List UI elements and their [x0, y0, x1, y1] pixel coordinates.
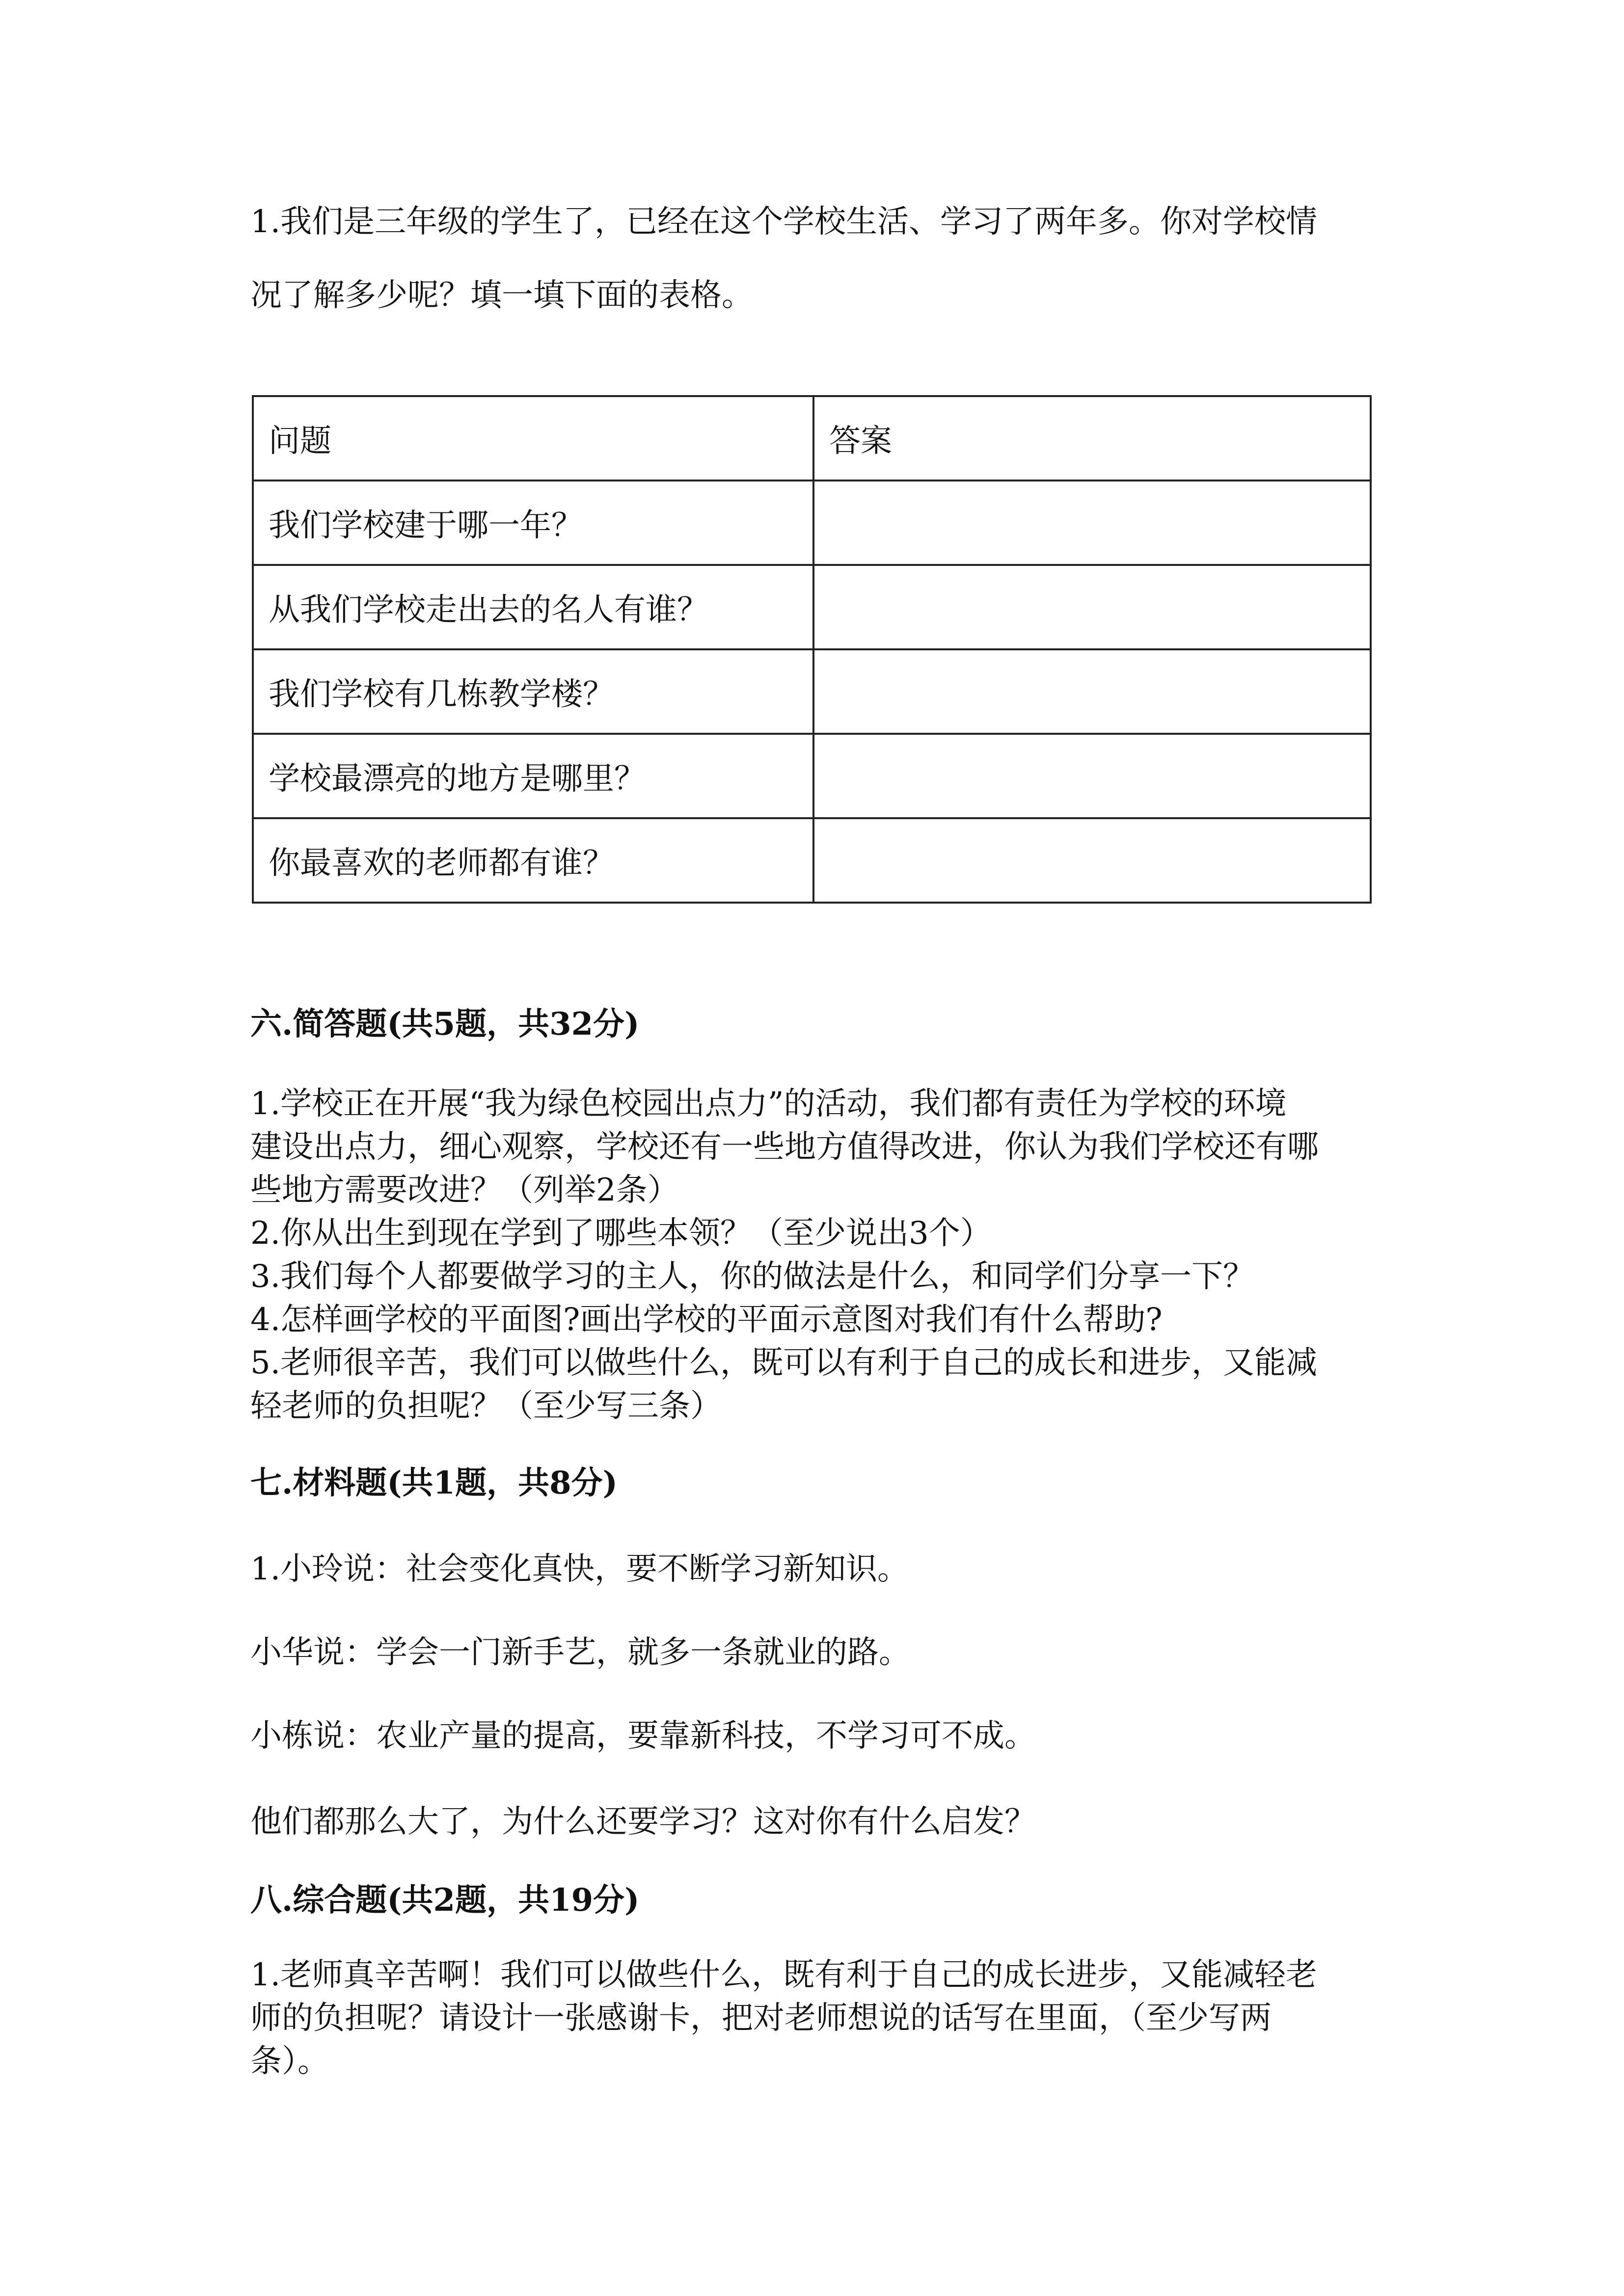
table-cell-question: 我们学校有几栋教学楼？ [253, 649, 813, 734]
section-8-line: 师的负担呢？请设计一张感谢卡，把对老师想说的话写在里面，（至少写两 [250, 2000, 1272, 2036]
table-header-question: 问题 [253, 396, 813, 481]
section-6-body [250, 1082, 1375, 1428]
table-cell-answer[interactable] [813, 818, 1371, 903]
table-row [253, 565, 1371, 649]
section-7-paragraph: 他们都那么大了，为什么还要学习？这对你有什么启发？ [250, 1804, 1036, 1840]
table-cell-answer[interactable] [813, 734, 1371, 818]
table-cell-question: 我们学校建于哪一年？ [253, 481, 813, 565]
section-8-line: 1.老师真辛苦啊！我们可以做些什么，既有利于自己的成长进步，又能减轻老 [250, 1957, 1318, 1993]
section-6-line: 1.学校正在开展“我为绿色校园出点力”的活动，我们都有责任为学校的环境 [250, 1086, 1287, 1122]
section-8-heading: 八.综合题(共2题，共19分) [250, 1882, 640, 1919]
section-7-paragraph: 小栋说：农业产量的提高，要靠新科技，不学习可不成。 [250, 1718, 1036, 1754]
table-cell-question: 从我们学校走出去的名人有谁？ [253, 565, 813, 649]
table-cell-question: 你最喜欢的老师都有谁？ [253, 818, 813, 903]
intro-line-2: 况了解多少呢？填一填下面的表格。 [250, 277, 753, 314]
table-row [253, 481, 1371, 565]
section-7-paragraph: 小华说：学会一门新手艺，就多一条就业的路。 [250, 1634, 910, 1671]
table-header-answer: 答案 [813, 396, 1371, 481]
section-6-line: 4.怎样画学校的平面图?画出学校的平面示意图对我们有什么帮助? [250, 1302, 1163, 1338]
intro-line-1: 1.我们是三年级的学生了，已经在这个学校生活、学习了两年多。你对学校情 [250, 204, 1318, 240]
table-header-row [253, 396, 1371, 481]
table-row [253, 649, 1371, 734]
section-6-line: 些地方需要改进？（列举2条） [250, 1172, 679, 1208]
table-row [253, 818, 1371, 903]
section-7-paragraph: 1.小玲说：社会变化真快，要不断学习新知识。 [250, 1551, 909, 1587]
section-8-body [250, 1953, 1375, 2083]
section-6-line: 3.我们每个人都要做学习的主人，你的做法是什么，和同学们分享一下？ [250, 1258, 1255, 1295]
section-8-line: 条）。 [250, 2043, 329, 2080]
section-7-heading: 七.材料题(共1题，共8分) [250, 1465, 618, 1501]
table-cell-answer[interactable] [813, 649, 1371, 734]
table-cell-answer[interactable] [813, 481, 1371, 565]
table-cell-answer[interactable] [813, 565, 1371, 649]
school-survey-table [252, 395, 1372, 904]
table-row [253, 734, 1371, 818]
table-cell-question: 学校最漂亮的地方是哪里？ [253, 734, 813, 818]
section-6-line: 5.老师很辛苦，我们可以做些什么，既可以有利于自己的成长和进步，又能减 [250, 1345, 1318, 1381]
section-6-line: 建设出点力，细心观察，学校还有一些地方值得改进，你认为我们学校还有哪 [250, 1129, 1319, 1165]
section-6-line: 2.你从出生到现在学到了哪些本领？（至少说出3个） [250, 1215, 992, 1252]
section-6-line: 轻老师的负担呢？（至少写三条） [250, 1388, 722, 1424]
section-6-heading: 六.简答题(共5题，共32分) [250, 1006, 640, 1042]
